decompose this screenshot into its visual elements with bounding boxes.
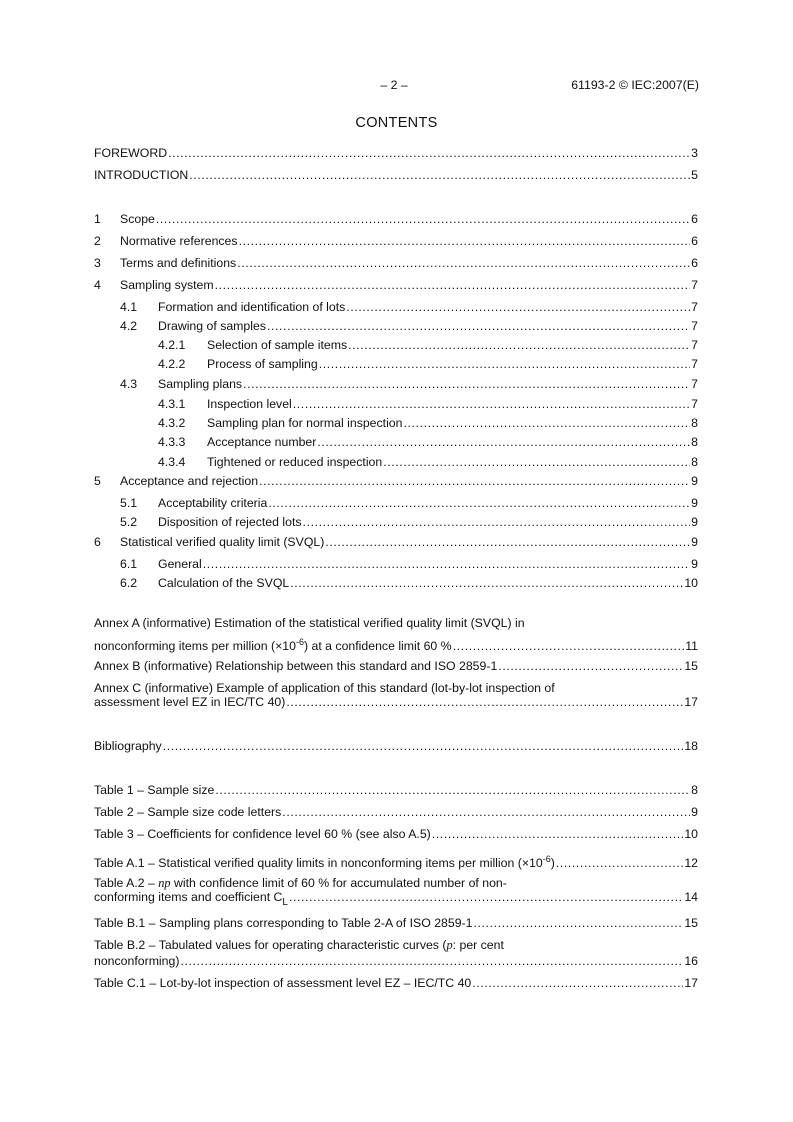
toc-entry-label: Statistical verified quality limit (SVQL) <box>120 535 325 549</box>
toc-entry-label: Normative references <box>120 234 238 248</box>
toc-entry-label: Sampling plan for normal inspection <box>207 416 403 430</box>
table-b2-text-cont: : per cent <box>452 938 504 952</box>
toc-entry-label: Acceptance number <box>207 435 317 449</box>
toc-entry-number: 5.2 <box>120 515 138 529</box>
toc-entry-page: 18 <box>684 739 698 753</box>
toc-entry-label: Table C.1 – Lot-by-lot inspection of assessment level EZ – IEC/TC 40 <box>94 976 472 990</box>
toc-entry-table[interactable] <box>94 975 698 991</box>
toc-entry-table[interactable] <box>94 851 698 870</box>
toc-entry-label: Table B.1 – Sampling plans corresponding to Table 2-A of ISO 2859-1 <box>94 916 473 930</box>
toc-entry-page: 9 <box>691 515 698 529</box>
toc-entry-label: nonconforming) <box>94 954 180 968</box>
table-a2-symbol: np <box>158 876 171 890</box>
toc-entry-annex-c[interactable] <box>94 694 698 710</box>
toc-entry-page: 8 <box>691 435 698 449</box>
toc-entry-number: 4.3.3 <box>158 435 186 449</box>
toc-entry-table[interactable] <box>94 782 698 798</box>
toc-entry[interactable] <box>94 337 698 353</box>
toc-entry-number: 2 <box>94 234 101 248</box>
toc-entry[interactable] <box>94 575 698 591</box>
toc-entry-label: Table 1 – Sample size <box>94 783 215 797</box>
toc-entry[interactable] <box>94 454 698 470</box>
toc-entry-label: FOREWORD <box>94 146 168 160</box>
table-a1-text: Table A.1 – Statistical verified quality limits in nonconforming items per million (×10 <box>94 856 543 870</box>
annex-a-exponent: -6 <box>295 637 304 647</box>
annex-a-text-end: ) at a confidence limit 60 % <box>303 639 452 653</box>
page-title: CONTENTS <box>355 115 438 131</box>
toc-entry-label: Process of sampling <box>207 357 318 371</box>
toc-entry-page: 9 <box>691 557 698 571</box>
toc-entry-page: 7 <box>691 319 698 333</box>
toc-entry-table-b2-line1[interactable] <box>94 937 698 953</box>
toc-entry-page: 7 <box>691 357 698 371</box>
toc-entry-number: 5 <box>94 474 101 488</box>
toc-entry-number: 4 <box>94 278 101 292</box>
toc-entry[interactable] <box>94 211 698 227</box>
toc-entry-number: 4.3.1 <box>158 397 186 411</box>
toc-entry-number: 6.2 <box>120 576 138 590</box>
toc-entry-page: 9 <box>691 496 698 510</box>
toc-entry-number: 6.1 <box>120 557 138 571</box>
toc-entry-number: 4.3.2 <box>158 416 186 430</box>
toc-entry-label <box>94 851 555 871</box>
toc-entry[interactable] <box>94 299 698 315</box>
toc-entry-table[interactable] <box>94 953 698 969</box>
toc-entry[interactable] <box>94 318 698 334</box>
toc-entry-number: 5.1 <box>120 496 138 510</box>
toc-entry-page: 16 <box>684 954 698 968</box>
toc-entry-label: Terms and definitions <box>120 256 237 270</box>
toc-entry-number: 4.2 <box>120 319 138 333</box>
toc-entry-number: 4.2.1 <box>158 338 186 352</box>
toc-entry-page: 6 <box>691 234 698 248</box>
toc-entry-label: Sampling system <box>120 278 214 292</box>
toc-entry-label: Selection of sample items <box>207 338 348 352</box>
table-a2-text: Table A.2 – <box>94 876 159 890</box>
toc-entry-page: 15 <box>684 916 698 930</box>
toc-entry-number: 4.3.4 <box>158 455 186 469</box>
toc-entry-annex-a-line1[interactable]: Annex A (informative) Estimation of the statistical verified quality limit (SVQL) in <box>94 616 525 630</box>
toc-entry-table[interactable] <box>94 804 698 820</box>
toc-entry-page: 6 <box>691 212 698 226</box>
toc-entry-page: 8 <box>691 783 698 797</box>
toc-entry[interactable] <box>94 534 698 550</box>
toc-entry-page: 15 <box>684 659 698 673</box>
toc-entry-number: 4.2.2 <box>158 357 186 371</box>
toc-entry-label: Formation and identification of lots <box>158 300 346 314</box>
toc-entry-page: 9 <box>691 474 698 488</box>
toc-entry-page: 7 <box>691 338 698 352</box>
toc-entry-label: Acceptability criteria <box>158 496 268 510</box>
toc-entry-page: 7 <box>691 300 698 314</box>
toc-entry-page: 17 <box>684 695 698 709</box>
toc-entry-bibliography[interactable] <box>94 738 698 754</box>
toc-entry-annex-c-line1[interactable]: Annex C (informative) Example of application of this standard (lot-by-lot inspection of <box>94 681 555 695</box>
table-b2-symbol: p <box>446 938 453 952</box>
toc-entry-page: 6 <box>691 256 698 270</box>
toc-entry-page: 5 <box>691 168 698 182</box>
toc-entry-label: Table 3 – Coefficients for confidence level 60 % (see also A.5) <box>94 827 431 841</box>
page-number: – 2 – <box>380 78 408 92</box>
toc-entry[interactable] <box>94 396 698 412</box>
toc-entry[interactable] <box>94 495 698 511</box>
toc-entry-page: 7 <box>691 397 698 411</box>
toc-entry-page: 7 <box>691 377 698 391</box>
toc-entry-label <box>94 634 452 654</box>
toc-entry-label: General <box>158 557 202 571</box>
toc-entry-page: 11 <box>685 639 698 653</box>
toc-entry-label <box>94 889 288 911</box>
toc-entry[interactable] <box>94 434 698 450</box>
toc-entry-introduction[interactable] <box>94 167 698 183</box>
toc-entry-page: 8 <box>691 455 698 469</box>
toc-entry-label: Annex B (informative) Relationship between this standard and ISO 2859-1 <box>94 659 498 673</box>
toc-entry[interactable] <box>94 473 698 489</box>
toc-entry-page: 9 <box>691 805 698 819</box>
toc-entry-table[interactable] <box>94 889 698 908</box>
toc-entry[interactable] <box>94 255 698 271</box>
toc-entry-number: 4.1 <box>120 300 138 314</box>
toc-entry-label: assessment level EZ in IEC/TC 40) <box>94 695 286 709</box>
toc-entry-page: 17 <box>684 976 698 990</box>
toc-entry-label: Inspection level <box>207 397 292 411</box>
toc-entry-label: Bibliography <box>94 739 162 753</box>
toc-entry-annex-b[interactable] <box>94 658 698 674</box>
toc-entry-number: 4.3 <box>120 377 138 391</box>
table-a1-exponent: -6 <box>542 854 551 864</box>
toc-entry[interactable] <box>94 233 698 249</box>
toc-entry-page: 10 <box>684 576 698 590</box>
toc-entry-label: Acceptance and rejection <box>120 474 259 488</box>
toc-entry[interactable] <box>94 514 698 530</box>
toc-entry-number: 1 <box>94 212 101 226</box>
toc-entry-number: 6 <box>94 535 101 549</box>
toc-entry[interactable] <box>94 556 698 572</box>
toc-entry[interactable] <box>94 376 698 392</box>
toc-entry-table[interactable] <box>94 826 698 842</box>
toc-entry-label: Table 2 – Sample size code letters <box>94 805 282 819</box>
toc-entry-label: Scope <box>120 212 155 226</box>
toc-entry-page: 3 <box>691 146 698 160</box>
toc-entry-page: 7 <box>691 278 698 292</box>
toc-entry-annex-a[interactable] <box>94 634 698 653</box>
table-a2-line2: conforming items and coefficient C <box>94 890 283 904</box>
table-a2-subscript: L <box>282 897 288 908</box>
toc-entry-page: 12 <box>684 856 698 870</box>
toc-entry-label: Tightened or reduced inspection <box>207 455 383 469</box>
toc-entry[interactable] <box>94 356 698 372</box>
toc-entry-table[interactable] <box>94 915 698 931</box>
annex-a-text: nonconforming items per million (×10 <box>94 639 296 653</box>
toc-entry[interactable] <box>94 277 698 293</box>
toc-entry-page: 9 <box>691 535 698 549</box>
toc-entry-label: Disposition of rejected lots <box>158 515 302 529</box>
toc-entry-label: Calculation of the SVQL <box>158 576 290 590</box>
toc-entry-page: 10 <box>684 827 698 841</box>
toc-entry-page: 8 <box>691 416 698 430</box>
table-b2-text: Table B.2 – Tabulated values for operating characteristic curves ( <box>94 938 447 952</box>
toc-entry-label: Sampling plans <box>158 377 243 391</box>
toc-entry-label: INTRODUCTION <box>94 168 189 182</box>
table-a1-text-end: ) <box>550 856 555 870</box>
document-reference: 61193-2 © IEC:2007(E) <box>571 78 699 92</box>
toc-entry-page: 14 <box>684 890 698 904</box>
toc-entry-label: Drawing of samples <box>158 319 266 333</box>
toc-entry-foreword[interactable] <box>94 145 698 161</box>
table-a2-text-cont: with confidence limit of 60 % for accumulated number of non- <box>170 876 507 890</box>
toc-entry[interactable] <box>94 415 698 431</box>
toc-entry-number: 3 <box>94 256 101 270</box>
